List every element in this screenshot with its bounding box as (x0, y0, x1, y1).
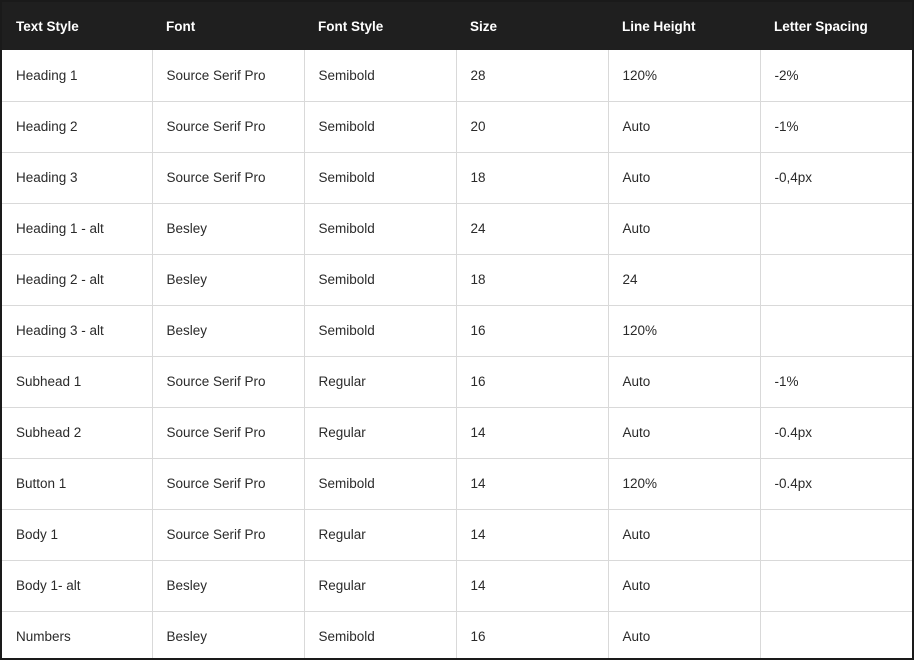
cell-size: 16 (456, 305, 608, 356)
cell-line-height: 24 (608, 254, 760, 305)
table-header (2, 2, 912, 50)
cell-letter-spacing (760, 611, 912, 660)
cell-font: Besley (152, 305, 304, 356)
table-row (2, 407, 912, 458)
table-row (2, 203, 912, 254)
table-row (2, 305, 912, 356)
table-row (2, 50, 912, 101)
cell-size: 18 (456, 254, 608, 305)
cell-font-style: Semibold (304, 203, 456, 254)
cell-line-height: Auto (608, 407, 760, 458)
cell-font-style: Regular (304, 509, 456, 560)
cell-letter-spacing: -1% (760, 356, 912, 407)
cell-size: 18 (456, 152, 608, 203)
cell-font: Source Serif Pro (152, 356, 304, 407)
cell-font-style: Regular (304, 407, 456, 458)
table-row (2, 101, 912, 152)
cell-font: Source Serif Pro (152, 458, 304, 509)
cell-font-style: Semibold (304, 458, 456, 509)
cell-font-style: Semibold (304, 611, 456, 660)
cell-size: 16 (456, 356, 608, 407)
header-text-style: Text Style (16, 18, 79, 34)
cell-size: 14 (456, 407, 608, 458)
cell-letter-spacing: -2% (760, 50, 912, 101)
cell-size: 28 (456, 50, 608, 101)
cell-font-style: Semibold (304, 101, 456, 152)
cell-font: Besley (152, 254, 304, 305)
header-row (2, 2, 912, 50)
cell-text-style: Heading 3 - alt (2, 305, 152, 356)
cell-size: 20 (456, 101, 608, 152)
table-row (2, 509, 912, 560)
cell-font: Besley (152, 611, 304, 660)
cell-font: Source Serif Pro (152, 101, 304, 152)
cell-font: Source Serif Pro (152, 152, 304, 203)
cell-size: 14 (456, 458, 608, 509)
cell-text-style: Button 1 (2, 458, 152, 509)
cell-line-height: Auto (608, 356, 760, 407)
cell-font: Besley (152, 560, 304, 611)
text-styles-table (2, 2, 912, 660)
cell-letter-spacing (760, 203, 912, 254)
cell-line-height: Auto (608, 101, 760, 152)
cell-line-height: Auto (608, 152, 760, 203)
cell-letter-spacing (760, 560, 912, 611)
table-row (2, 254, 912, 305)
cell-text-style: Heading 1 (2, 50, 152, 101)
header-size: Size (470, 18, 498, 34)
cell-text-style: Heading 3 (2, 152, 152, 203)
cell-line-height: 120% (608, 305, 760, 356)
cell-letter-spacing (760, 509, 912, 560)
cell-line-height: 120% (608, 458, 760, 509)
cell-line-height: Auto (608, 560, 760, 611)
cell-size: 24 (456, 203, 608, 254)
header-font: Font (166, 18, 196, 34)
cell-line-height: 120% (608, 50, 760, 101)
cell-font: Source Serif Pro (152, 509, 304, 560)
cell-font-style: Semibold (304, 254, 456, 305)
table-row (2, 458, 912, 509)
cell-text-style: Heading 2 - alt (2, 254, 152, 305)
header-letter-spacing: Letter Spacing (774, 18, 868, 34)
cell-font-style: Semibold (304, 305, 456, 356)
cell-text-style: Heading 2 (2, 101, 152, 152)
cell-line-height: Auto (608, 509, 760, 560)
cell-text-style: Body 1- alt (2, 560, 152, 611)
cell-text-style: Body 1 (2, 509, 152, 560)
cell-text-style: Numbers (2, 611, 152, 660)
cell-letter-spacing: -1% (760, 101, 912, 152)
table-body (2, 50, 912, 660)
table-row (2, 356, 912, 407)
cell-font-style: Semibold (304, 50, 456, 101)
cell-font-style: Regular (304, 560, 456, 611)
cell-font: Source Serif Pro (152, 407, 304, 458)
table-row (2, 611, 912, 660)
cell-font-style: Semibold (304, 152, 456, 203)
table-row (2, 152, 912, 203)
cell-letter-spacing (760, 305, 912, 356)
cell-font: Besley (152, 203, 304, 254)
cell-line-height: Auto (608, 203, 760, 254)
cell-letter-spacing: -0.4px (760, 458, 912, 509)
cell-size: 14 (456, 509, 608, 560)
cell-size: 16 (456, 611, 608, 660)
cell-font-style: Regular (304, 356, 456, 407)
cell-letter-spacing (760, 254, 912, 305)
cell-line-height: Auto (608, 611, 760, 660)
cell-text-style: Subhead 1 (2, 356, 152, 407)
cell-text-style: Heading 1 - alt (2, 203, 152, 254)
header-line-height: Line Height (622, 18, 696, 34)
table-row (2, 560, 912, 611)
cell-letter-spacing: -0,4px (760, 152, 912, 203)
cell-font: Source Serif Pro (152, 50, 304, 101)
cell-text-style: Subhead 2 (2, 407, 152, 458)
cell-letter-spacing: -0.4px (760, 407, 912, 458)
cell-size: 14 (456, 560, 608, 611)
header-font-style: Font Style (318, 18, 384, 34)
